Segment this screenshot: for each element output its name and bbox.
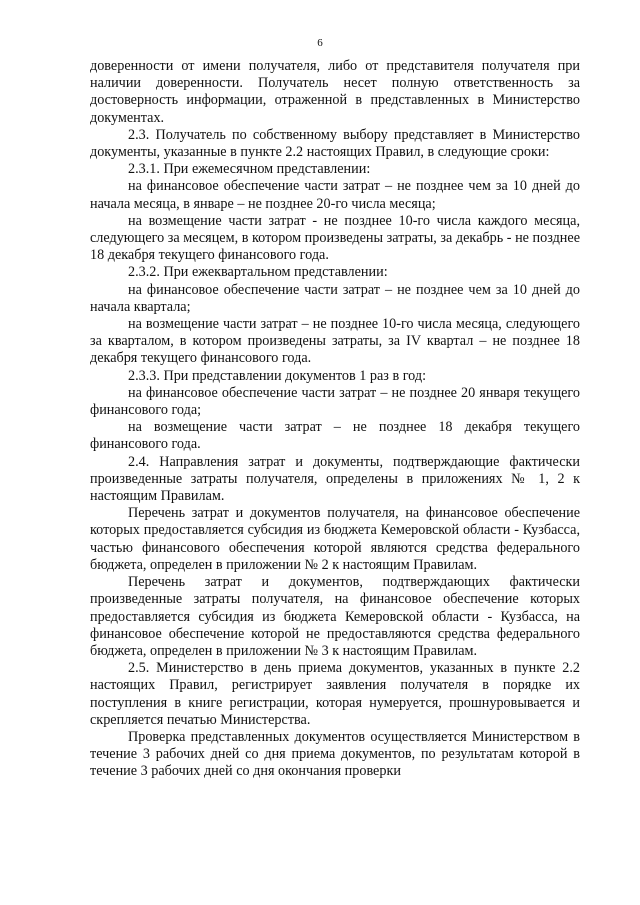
paragraph: Проверка представленных документов осуществляется Министерством в течение 3 рабочих дней со дня приема документов, по результатам которой в течение 3 рабочих дней со дня окончания проверки: [90, 728, 580, 780]
paragraph: Перечень затрат и документов, подтверждающих фактически произведенные затраты получателя, на финансовое обеспечение которых предоставляется субсидия из бюджета Кемеровской области - Кузбасса, на финансовое обеспечение которой не предоставляются средства федерального бюджета, определен в приложении № 3 к настоящим Правилам.: [90, 574, 580, 659]
paragraph: 2.4. Направления затрат и документы, подтверждающие фактически произведенные затраты получателя, определены в приложениях № 1, 2 к настоящим Правилам.: [90, 453, 580, 505]
paragraph: Перечень затрат и документов получателя, на финансовое обеспечение которых предоставляется субсидия из бюджета Кемеровской области - Кузбасса, частью финансового обеспечения которой являются средства федерального бюджета, определен в приложении № 2 к настоящим Правилам.: [90, 505, 580, 573]
paragraph: на финансовое обеспечение части затрат – не позднее 20 января текущего финансового года;: [90, 384, 580, 419]
paragraph: на возмещение части затрат – не позднее 18 декабря текущего финансового года.: [90, 419, 580, 453]
paragraph: на возмещение части затрат – не позднее 10-го числа месяца, следующего за кварталом, в котором произведены затраты, за IV квартал – не позднее 18 декабря текущего финансового года.: [90, 316, 580, 367]
paragraph: 2.3.1. При ежемесячном представлении:: [128, 161, 371, 178]
document-body: [90, 58, 580, 781]
paragraph: доверенности от имени получателя, либо от представителя получателя при наличии доверенности. Получатель несет полную ответственность за достоверность информации, отраженной в представленных в Министерство документах.: [90, 58, 580, 126]
paragraph: 2.3.2. При ежеквартальном представлении:: [128, 264, 388, 281]
paragraph: на возмещение части затрат - не позднее 10-го числа каждого месяца, следующего за месяцем, в котором произведены затраты, за декабрь - не позднее 18 декабря текущего финансового года.: [90, 212, 580, 264]
paragraph: на финансовое обеспечение части затрат – не позднее чем за 10 дней до начала квартала;: [90, 281, 580, 315]
page-number: 6: [317, 37, 323, 49]
paragraph: 2.3. Получатель по собственному выбору представляет в Министерство документы, указанные в пункте 2.2 настоящих Правил, в следующие сроки:: [90, 126, 580, 161]
paragraph: 2.5. Министерство в день приема документов, указанных в пункте 2.2 настоящих Правил, регистрирует заявления получателя в порядке их поступления в книге регистрации, которая нумеруется, прошнуровывается и скрепляется печатью Министерства.: [90, 660, 580, 728]
paragraph: на финансовое обеспечение части затрат – не позднее чем за 10 дней до начала месяца, в январе – не позднее 20-го числа месяца;: [90, 178, 580, 212]
paragraph: 2.3.3. При представлении документов 1 раз в год:: [128, 367, 427, 384]
